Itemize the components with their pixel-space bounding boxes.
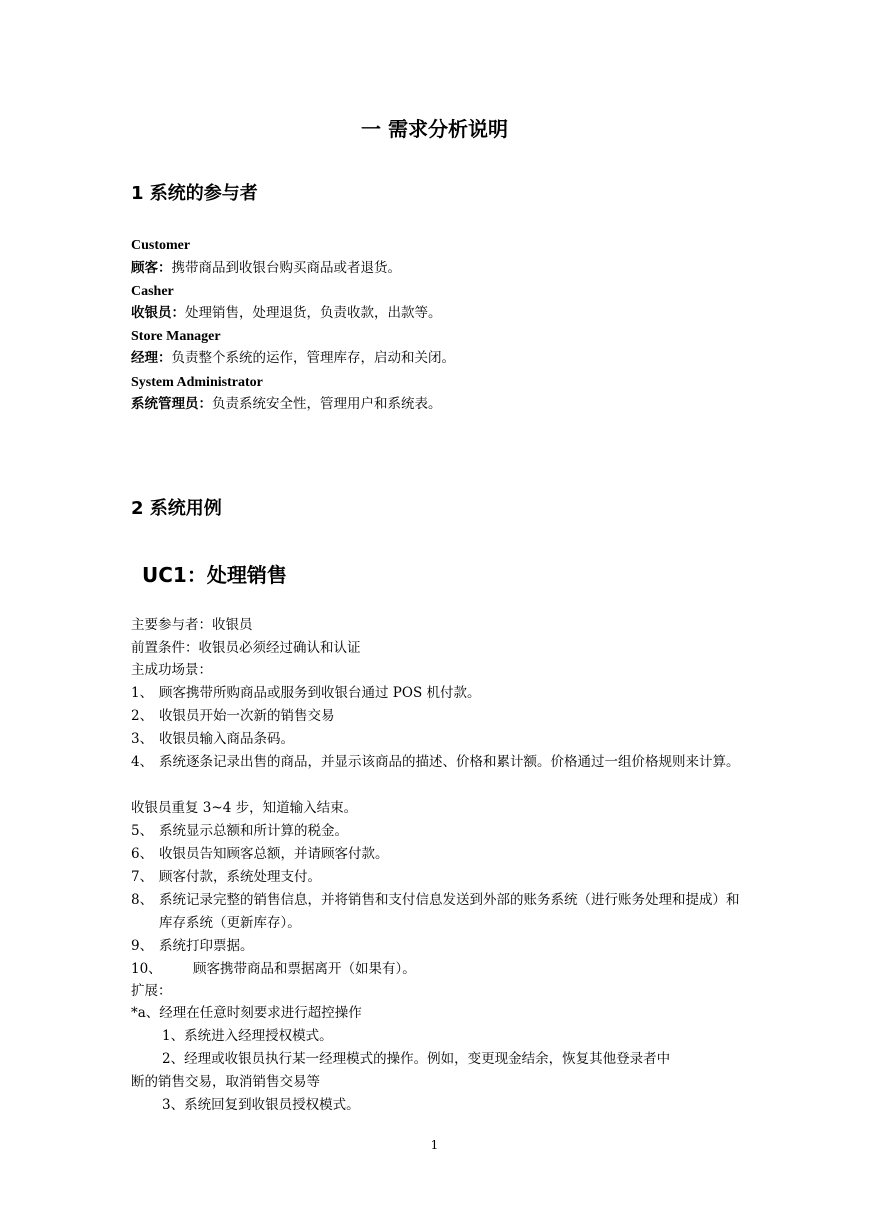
step-text: 收银员输入商品条码。	[159, 731, 294, 747]
actor-row-manager	[131, 347, 741, 369]
actor-en-admin	[131, 371, 741, 394]
actor-cn-label: 系统管理员：	[131, 396, 212, 412]
actor-en-label: Store Manager	[131, 329, 221, 344]
step-number: 2、	[131, 708, 154, 724]
step-number: 4、	[131, 754, 154, 770]
extension-a-step2-line2: 断的销售交易，取消销售交易等	[131, 1074, 320, 1090]
step-text: 系统逐条记录出售的商品，并显示该商品的描述、价格和累计额。价格通过一组价格规则来计算。	[159, 754, 740, 770]
actor-en-casher	[131, 280, 741, 303]
step-text: 系统显示总额和所计算的税金。	[159, 823, 348, 839]
precondition: 前置条件：收银员必须经过确认和认证	[131, 640, 361, 656]
step-text: 系统记录完整的销售信息，并将销售和支付信息发送到外部的账务系统（进行账务处理和提成）和库存系统（更新库存）。	[159, 892, 740, 931]
repeat-note: 收银员重复 3~4 步，知道输入结束。	[131, 800, 358, 816]
extension-a-step2-line1: 2、经理或收银员执行某一经理模式的操作。例如，变更现金结余，恢复其他登录者中	[162, 1051, 671, 1067]
page-number: 1	[430, 1138, 439, 1152]
actor-cn-label: 收银员：	[131, 305, 185, 321]
actor-description: 负责整个系统的运作，管理库存，启动和关闭。	[171, 350, 455, 366]
actor-cn-label: 经理：	[131, 350, 172, 366]
step-text: 顾客付款，系统处理支付。	[159, 869, 321, 885]
step-number: 5、	[131, 823, 154, 839]
step-text: 顾客携带商品和票据离开（如果有）。	[193, 961, 416, 977]
step-number: 3、	[131, 731, 154, 747]
actor-description: 处理销售，处理退货，负责收款，出款等。	[185, 305, 442, 321]
actor-description: 负责系统安全性，管理用户和系统表。	[212, 396, 442, 412]
section-heading-usecases: 2 系统用例	[131, 498, 222, 519]
extension-a-step3: 3、系统回复到收银员授权模式。	[162, 1097, 360, 1113]
extensions-label: 扩展：	[131, 983, 172, 999]
actor-en-manager	[131, 325, 741, 348]
step-text: 收银员开始一次新的销售交易	[159, 708, 335, 724]
extension-a-step1: 1、系统进入经理授权模式。	[162, 1028, 333, 1044]
usecase-heading: UC1：处理销售	[142, 563, 287, 587]
main-scenario-label: 主成功场景：	[131, 662, 212, 678]
primary-actor: 主要参与者：收银员	[131, 617, 253, 633]
actor-en-label: System Administrator	[131, 375, 263, 390]
step-text: 顾客携带所购商品或服务到收银台通过 POS 机付款。	[159, 685, 481, 701]
actor-en-label: Casher	[131, 284, 174, 299]
step-number: 10、	[131, 961, 162, 977]
step-text: 收银员告知顾客总额，并请顾客付款。	[159, 846, 389, 862]
step-number: 1、	[131, 685, 154, 701]
page-title: 一 需求分析说明	[361, 117, 508, 141]
actor-row-admin	[131, 393, 741, 415]
step-number: 9、	[131, 938, 154, 954]
actor-description: 携带商品到收银台购买商品或者退货。	[171, 260, 401, 276]
actor-row-customer	[131, 257, 741, 279]
step-text: 系统打印票据。	[159, 938, 254, 954]
section-heading-actors: 1 系统的参与者	[131, 183, 258, 204]
actor-en-label: Customer	[131, 238, 191, 253]
extension-a-title: *a、经理在任意时刻要求进行超控操作	[131, 1005, 362, 1021]
step-number: 8、	[131, 892, 154, 908]
step-number: 7、	[131, 869, 154, 885]
step-number: 6、	[131, 846, 154, 862]
actor-row-casher	[131, 302, 741, 324]
actor-en-customer	[131, 234, 741, 257]
actor-cn-label: 顾客：	[131, 260, 172, 276]
